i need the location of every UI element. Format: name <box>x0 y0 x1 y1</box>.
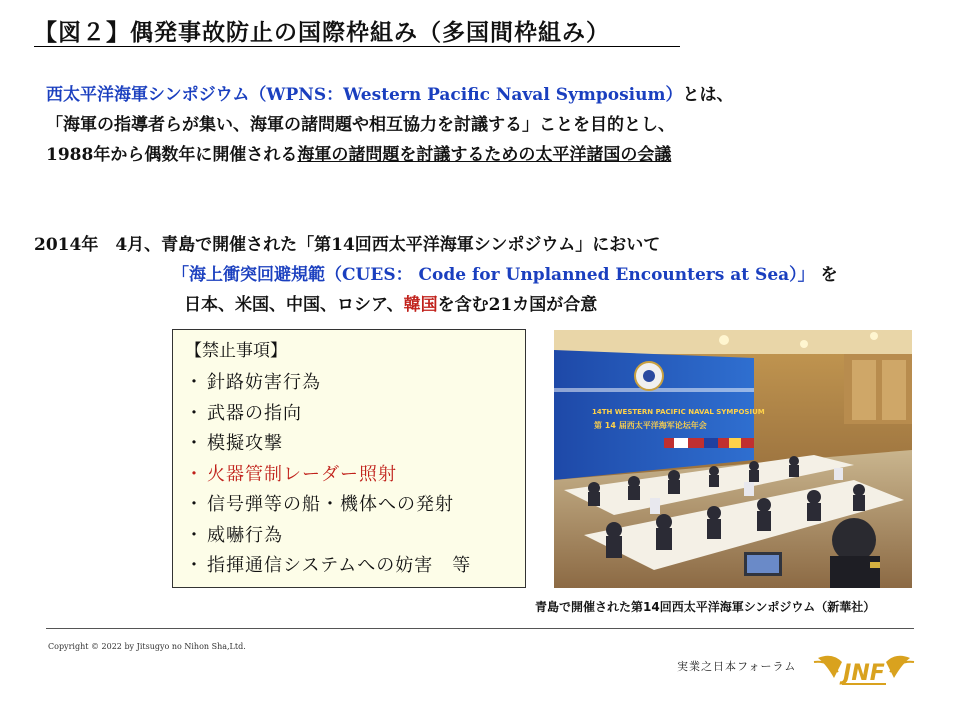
list-item-text: 模擬攻撃 <box>207 433 283 454</box>
list-item-text: 針路妨害行為 <box>207 372 321 393</box>
list-item-text: 武器の指向 <box>207 402 302 424</box>
cues-paragraph <box>34 230 838 320</box>
intro-line-1 <box>46 80 733 110</box>
list-item <box>185 368 525 399</box>
list-item <box>185 551 525 582</box>
list-item <box>185 399 525 430</box>
bullet: ・ <box>185 433 204 454</box>
jnf-logo <box>812 648 916 692</box>
intro-line-3-underlined: 海軍の諸問題を討議するための太平洋諸国の会議 <box>297 145 672 165</box>
photo-banner-text-en: 14TH WESTERN PACIFIC NAVAL SYMPOSIUM <box>592 408 765 416</box>
list-item-text: 指揮通信システムへの妨害 等 <box>207 555 472 576</box>
intro-line-3 <box>46 140 733 170</box>
bullet: ・ <box>185 524 204 546</box>
list-item-highlighted <box>185 460 525 491</box>
prohibited-items-box <box>172 329 526 588</box>
list-item <box>185 429 525 460</box>
cues-line-1: 2014年 4月、青島で開催された「第14回西太平洋海軍シンポジウム」において <box>34 235 661 255</box>
brand-name: 実業之日本フォーラム <box>677 660 797 673</box>
cues-line-3-a: 日本、米国、中国、ロシア、 <box>184 295 404 315</box>
intro-paragraph <box>46 80 733 170</box>
bullet: ・ <box>185 463 204 485</box>
cues-line-2-rest: を <box>814 265 838 285</box>
intro-line-1-rest: とは、 <box>682 85 734 105</box>
list-item <box>185 521 525 552</box>
bullet: ・ <box>185 372 204 393</box>
intro-line-3-plain: 1988年から偶数年に開催される <box>46 145 298 165</box>
intro-line-2: 「海軍の指導者らが集い、海軍の諸問題や相互協力を討議する」ことを目的とし、 <box>46 115 675 135</box>
prohibited-list <box>185 368 525 582</box>
logo-text: JNF <box>843 661 885 686</box>
bullet: ・ <box>185 555 204 576</box>
cues-name: 「海上衝突回避規範（CUES： Code for Unplanned Encounters at Sea）」 <box>172 265 815 285</box>
prohibited-header: 【禁止事項】 <box>185 341 287 361</box>
title-underline <box>34 46 680 47</box>
list-item-text: 威嚇行為 <box>207 524 283 546</box>
page-title: 【図２】偶発事故防止の国際枠組み（多国間枠組み） <box>34 20 610 46</box>
cues-line-2 <box>34 260 838 290</box>
list-item-text: 信号弾等の船・機体への発射 <box>207 494 454 515</box>
symposium-photo <box>554 330 912 588</box>
wpns-name: 西太平洋海軍シンポジウム（WPNS：Western Pacific Naval Symposium） <box>46 85 683 105</box>
footer-divider <box>46 628 914 629</box>
photo-caption: 青島で開催された第14回西太平洋海軍シンポジウム（新華社） <box>535 600 876 614</box>
korea-highlight: 韓国 <box>403 295 438 315</box>
cues-line-3-b: を含む21カ国が合意 <box>437 295 598 315</box>
list-item <box>185 490 525 521</box>
copyright-text: Copyright © 2022 by Jitsugyo no Nihon Sha,Ltd. <box>48 642 246 651</box>
bullet: ・ <box>185 494 204 515</box>
list-item-text: 火器管制レーダー照射 <box>207 463 397 485</box>
photo-banner-text-cn: 第 14 届西太平洋海军论坛年会 <box>594 421 707 430</box>
bullet: ・ <box>185 402 204 424</box>
cues-line-3 <box>34 290 838 320</box>
